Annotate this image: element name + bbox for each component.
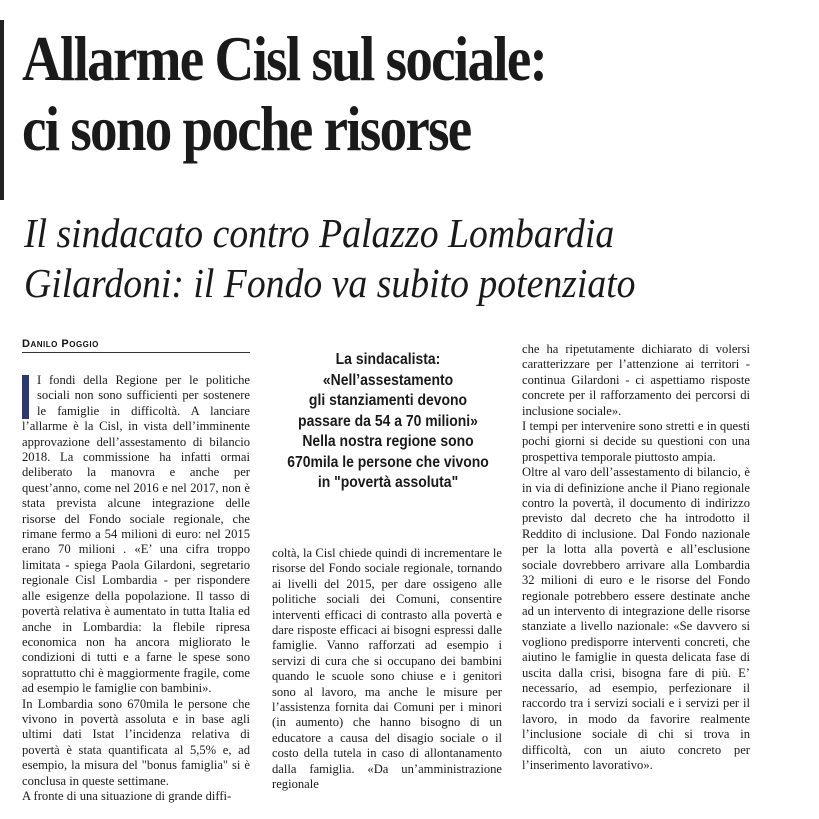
- pull-quote-line: Nella nostra regione sono: [302, 433, 474, 450]
- subheadline-line-1: Il sindacato contro Palazzo Lombardia: [24, 210, 615, 256]
- subheadline: [24, 208, 760, 308]
- pull-quote-line: in "povertà assoluta": [317, 474, 459, 491]
- pull-quote-line: 670mila le persone che vivono: [287, 453, 489, 471]
- paragraph: che ha ripetutamente dichiarato di volersi caratterizzare per l’attenzione ai territori - continua Gilardoni - ci aspettiamo risposte concrete per il rafforzamento dei percorsi di inclusione sociale».: [522, 342, 750, 418]
- pull-quote-line: passare da 54 a 70 milioni»: [298, 412, 478, 430]
- paragraph: Oltre al varo dell’assestamento di bilancio, è in via di definizione anche il Piano regionale contro la povertà, il documento di indirizzo previsto dal decreto che ha introdotto il Reddito di inclusione. Dal Fondo nazionale per la lotta alla povertà e all’esclusione sociale dovrebbero arrivare alla Lombardia 32 milioni di euro e le risorse del Fondo regionale potrebbero essere destinate anche ad un intervento di integrazione delle risorse stanziate a livello nazionale: «Se davvero si vogliono predisporre interventi concreti, che aiutino le famiglie in questa delicata fase di uscita dalla crisi, bisogna fare di più. E’ necessario, ad esempio, perfezionare il raccordo tra i servizi sociali e i servizi per il lavoro, in modo da favorire realmente l’inclusione sociale di chi si trova in difficoltà, con un aiuto concreto per l’inserimento lavorativo».: [522, 465, 750, 772]
- article-column-1: [22, 373, 250, 803]
- article-column-2: [272, 546, 502, 806]
- paragraph: I tempi per intervenire sono stretti e in questi pochi giorni si decide su questioni con una prospettiva temporale piuttosto ampia.: [522, 419, 750, 464]
- pull-quote-line: «Nell’assestamento: [322, 371, 454, 389]
- headline-line-1: Allarme Cisl sul sociale:: [22, 23, 547, 94]
- pull-quote-line: La sindacalista:: [335, 351, 441, 368]
- left-edge-rule: [0, 20, 4, 200]
- subheadline-line-2: Gilardoni: il Fondo va subito potenziato: [24, 260, 636, 306]
- paragraph: I fondi della Regione per le politiche sociali non sono sufficienti per sostenere le famiglie in difficoltà. A lanciare l’allarme è la Cisl, in vista dell’imminente approvazione dell’assestamento di bilancio 2018. La commissione ha infatti ormai deliberato la manovra e anche per quest’anno, come nel 2016 e nel 2017, non è stata prevista alcune integrazione delle risorse del Fondo sociale regionale, che rimane fermo a 54 milioni di euro: nel 2015 erano 70 milioni . «E’ una cifra troppo limitata - spiega Paola Gilardoni, segretario regionale Cisl Lombardia - per rispondere alle esigenze della popolazione. Il tasso di povertà relativa è aumentato in tutta Italia ed anche in Lombardia: la flebile ripresa economica non ha ancora migliorato le condizioni di tutti e a farne le spese sono soprattutto chi è maggiormente fragile, come ad esempio le famiglie con bambini».: [22, 373, 250, 696]
- paragraph: In Lombardia sono 670mila le persone che vivono in povertà assoluta e in base agli ultimi dati Istat l’incidenza relativa di povertà è stata quantificata al 5,5% e, ad esempio, la misura del "bonus famiglia" si è conclusa in queste settimane.: [22, 696, 250, 788]
- headline-line-2: ci sono poche risorse: [22, 93, 471, 164]
- paragraph: A fronte di una situazione di grande diffi-: [22, 788, 232, 803]
- headline: [22, 24, 701, 164]
- pull-quote: [284, 350, 493, 494]
- article-column-3: [522, 342, 750, 802]
- paragraph: coltà, la Cisl chiede quindi di incrementare le risorse del Fondo sociale regionale, tornando ai livelli del 2015, per dare ossigeno alle politiche sociali dei Comuni, consentire interventi efficaci di contrasto alla povertà e dare risposte efficaci ai bisogni espressi dalle famiglie. Vanno rafforzati ad esempio i servizi di cura che si occupano dei bambini quando le scuole sono chiuse e i genitori sono al lavoro, ma anche le misure per l’assistenza fornita dai Comuni per i minori (in aumento) che hanno bisogno di un educatore a causa del disagio sociale o il costo della tutela in caso di allontanamento dalla famiglia. «Da un’amministrazione regionale: [272, 546, 502, 792]
- pull-quote-line: gli stanziamenti devono: [308, 392, 468, 409]
- dropcap-marker: [22, 375, 29, 419]
- byline: Danilo Poggio: [22, 338, 250, 353]
